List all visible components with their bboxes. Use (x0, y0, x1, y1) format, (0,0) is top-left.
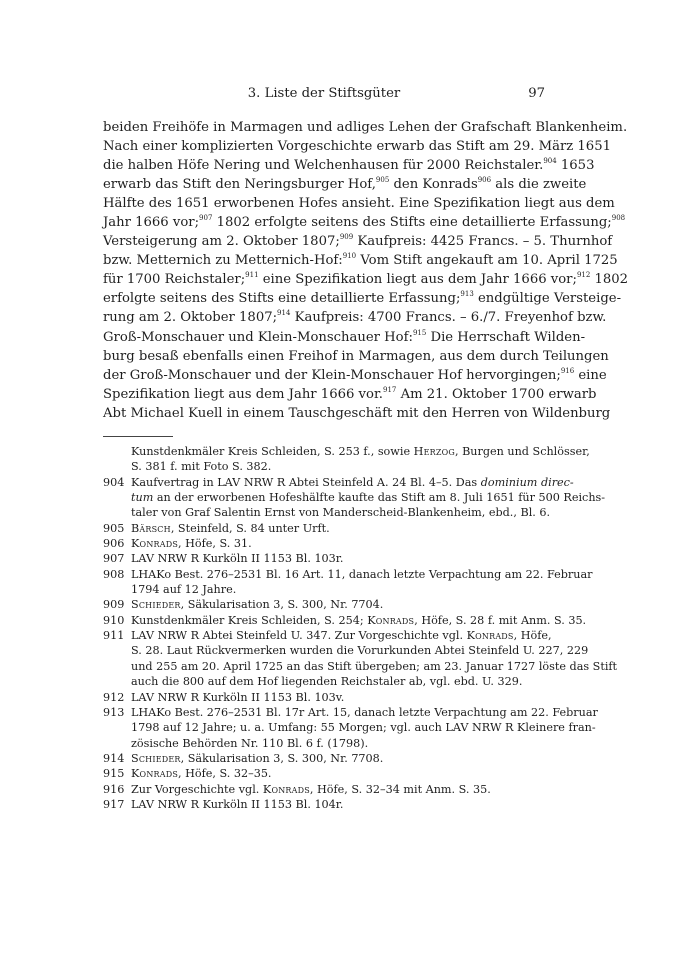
footnote-line (131, 736, 545, 751)
footnote-ref: 905 (375, 176, 390, 185)
text-run: LAV NRW R Kurköln II 1153 Bl. 103r. (131, 552, 344, 566)
text-run: , Höfe, S. 28 f. mit Anm. S. 35. (414, 613, 587, 627)
text-run: LAV NRW R Kurköln II 1153 Bl. 104r. (131, 797, 344, 811)
footnote-number: 913 (103, 705, 125, 719)
footnote-number: 908 (103, 567, 125, 581)
footnote-number: 905 (103, 521, 125, 535)
text-run: Bärsch (131, 521, 171, 535)
body-line (103, 137, 611, 156)
text-run: 1794 auf 12 Jahre. (131, 583, 237, 597)
footnote-line (131, 536, 545, 551)
footnote-ref: 913 (460, 290, 474, 299)
text-run: Groß-Monschauer und Klein-Monschauer Hof: (103, 329, 413, 345)
body-line (103, 366, 607, 385)
text-run: erwarb das Stift den Neringsburger Hof, (103, 177, 376, 193)
footnotes (103, 444, 618, 812)
text-run: , Höfe, S. 31. (178, 537, 252, 551)
footnote-line (131, 720, 596, 735)
body-text (103, 118, 629, 423)
text-run: dominium direc- (480, 475, 574, 489)
footnote-ref: 912 (576, 271, 591, 280)
body-line (103, 118, 628, 137)
footnote-number: 910 (103, 613, 125, 627)
footnote-line (131, 567, 593, 582)
text-run: und 255 am 20. April 1725 an das Stift übergeben; am 23. Januar 1727 löste das Stift (131, 659, 618, 673)
text-run: burg besaß ebenfalls einen Freihof in Marmagen, aus dem durch Teilungen (103, 348, 609, 364)
text-run: LHAKo Best. 276–2531 Bl. 16 Art. 11, danach letzte Verpachtung am 22. Februar (131, 567, 593, 581)
footnote (103, 690, 545, 705)
text-run: Nach einer komplizierten Vorgeschichte erwarb das Stift am 29. März 1651 (103, 139, 611, 155)
text-run: eine (574, 367, 607, 383)
footnote-line (131, 475, 574, 490)
text-run: Konrads (262, 782, 310, 796)
page-header (103, 83, 545, 105)
text-run: an der erworbenen Hofeshälfte kaufte das Stift am 8. Juli 1651 für 500 Reichs- (153, 491, 606, 505)
footnote (103, 551, 545, 566)
footnote-number: 912 (103, 690, 125, 704)
text-run: Die Herrschaft Wilden- (426, 329, 586, 345)
text-run: Konrads (466, 629, 514, 643)
text-run: endgültige Versteige- (473, 291, 622, 307)
text-run: zösische Behörden Nr. 110 Bl. 6 f. (1798). (131, 736, 369, 750)
text-run: den Konrads (389, 177, 478, 193)
footnote-line (131, 751, 545, 766)
footnote-separator (103, 436, 173, 437)
footnote (103, 705, 598, 751)
text-run: Kaufvertrag in LAV NRW R Abtei Steinfeld A. 24 Bl. 4–5. Das (131, 475, 481, 489)
footnote-line (131, 505, 551, 520)
footnote-line (131, 551, 545, 566)
footnote-line (131, 659, 618, 674)
body-line (103, 328, 586, 347)
footnote-ref: 908 (611, 214, 626, 223)
text-run: Schieder (131, 598, 181, 612)
text-run: , Höfe, (513, 629, 552, 643)
text-run: Herzog (413, 445, 455, 458)
footnote (103, 797, 545, 812)
text-run: Schieder (131, 751, 181, 765)
text-run: tum (131, 491, 154, 505)
body-line (103, 156, 595, 175)
footnote-ref: 910 (342, 252, 357, 261)
footnote-number: 909 (103, 598, 125, 612)
footnote-number: 916 (103, 782, 125, 796)
footnote-line (131, 674, 545, 689)
footnote-ref: 904 (543, 157, 557, 166)
footnote (103, 521, 545, 536)
footnote (103, 567, 593, 598)
text-run: Kaufpreis: 4425 Francs. – 5. Thurnhof (353, 234, 613, 250)
footnote-line (131, 782, 545, 797)
text-run: , Höfe, S. 32–34 mit Anm. S. 35. (309, 782, 491, 796)
footnote-number: 914 (103, 751, 125, 765)
footnote-line (131, 705, 598, 720)
text-run: beiden Freihöfe in Marmagen und adliges Lehen der Grafschaft Blankenheim. (103, 120, 628, 135)
footnote-line (131, 490, 606, 505)
footnote (103, 475, 606, 521)
footnote (103, 766, 545, 781)
footnote (103, 444, 590, 475)
footnote-line (131, 459, 545, 474)
text-run: Kaufpreis: 4700 Francs. – 6./7. Freyenhof bzw. (290, 310, 607, 326)
footnote-ref: 906 (477, 176, 492, 185)
text-run: rung am 2. Oktober 1807; (103, 310, 278, 326)
text-run: S. 28. Laut Rückvermerken wurden die Vorurkunden Abtei Steinfeld U. 227, 229 (131, 644, 589, 658)
text-run: Zur Vorgeschichte vgl. (131, 782, 263, 796)
body-line (103, 232, 613, 251)
text-run: als die zweite (491, 177, 587, 193)
footnote-number: 915 (103, 767, 125, 781)
footnote-ref: 916 (560, 366, 575, 375)
footnote-line (131, 444, 590, 459)
text-run: Kunstdenkmäler Kreis Schleiden, S. 254; (131, 613, 368, 627)
footnote-ref: 909 (339, 233, 354, 242)
body-line (103, 385, 597, 404)
running-head: 3. Liste der Stiftsgüter (247, 86, 401, 101)
body-line (103, 404, 611, 423)
footnote-line (131, 797, 545, 812)
text-run: , Höfe, S. 32–35. (178, 767, 272, 781)
footnote (103, 536, 545, 551)
text-run: 1653 (556, 158, 595, 174)
text-run: 1802 (590, 272, 629, 288)
body-line (103, 347, 609, 366)
footnote-line (131, 597, 545, 612)
footnote (103, 613, 587, 628)
footnote (103, 751, 545, 766)
text-run: LAV NRW R Abtei Steinfeld U. 347. Zur Vorgeschichte vgl. (131, 629, 467, 643)
text-run: S. 381 f. mit Foto S. 382. (131, 460, 272, 474)
text-run: Konrads (367, 613, 415, 627)
text-run: bzw. Metternich zu Metternich-Hof: (103, 253, 343, 269)
text-run: Hälfte des 1651 erworbenen Hofes ansieht. Eine Spezifikation liegt aus dem (103, 196, 615, 212)
footnote-number: 904 (103, 475, 125, 489)
text-run: für 1700 Reichstaler; (103, 272, 246, 288)
body-line (103, 251, 618, 270)
footnote (103, 597, 545, 612)
footnote-number: 917 (103, 797, 125, 811)
text-run: Konrads (131, 767, 179, 781)
footnote-line (131, 628, 552, 643)
footnote-ref: 911 (245, 271, 259, 280)
text-run: Abt Michael Kuell in einem Tauschgeschäft mit den Herren von Wildenburg (103, 405, 611, 421)
text-run: LAV NRW R Kurköln II 1153 Bl. 103v. (131, 690, 345, 704)
footnote-ref: 907 (199, 214, 213, 223)
footnote-line (131, 643, 589, 658)
text-run: auch die 800 auf dem Hof liegenden Reichstaler ab, vgl. ebd. U. 329. (131, 675, 523, 689)
text-run: der Groß-Monschauer und der Klein-Monschauer Hof hervorgingen; (103, 367, 561, 383)
page-number: 97 (528, 86, 545, 101)
body-line (103, 270, 629, 289)
text-run: , Burgen und Schlösser, (454, 445, 590, 458)
footnote-number: 907 (103, 552, 125, 566)
text-run: Spezifikation liegt aus dem Jahr 1666 vor. (103, 386, 383, 402)
body-line (103, 289, 622, 308)
text-run: , Säkularisation 3, S. 300, Nr. 7704. (180, 598, 384, 612)
footnote-number: 906 (103, 537, 125, 551)
text-run: Konrads (131, 537, 179, 551)
footnote-number: 911 (103, 629, 125, 643)
footnote-line (131, 613, 587, 628)
text-run: eine Spezifikation liegt aus dem Jahr 1666 vor; (258, 272, 577, 288)
text-run: 1802 erfolgte seitens des Stifts eine detaillierte Erfassung; (212, 215, 612, 231)
text-run: , Säkularisation 3, S. 300, Nr. 7708. (180, 751, 384, 765)
footnote-line (131, 582, 545, 597)
footnote-ref: 917 (383, 385, 397, 394)
text-run: Am 21. Oktober 1700 erwarb (396, 386, 597, 402)
body-line (103, 308, 607, 327)
body-line (103, 213, 626, 232)
text-run: 1798 auf 12 Jahre; u. a. Umfang: 55 Morgen; vgl. auch LAV NRW R Kleinere fran- (131, 721, 596, 735)
footnote-ref: 915 (412, 328, 427, 337)
footnote-line (131, 766, 545, 781)
body-line (103, 194, 615, 213)
footnote (103, 782, 545, 797)
text-run: erfolgte seitens des Stifts eine detaillierte Erfassung; (103, 291, 461, 307)
text-run: taler von Graf Salentin Ernst von Manderscheid-Blankenheim, ebd., Bl. 6. (131, 506, 551, 520)
footnote (103, 628, 618, 689)
text-run: Kunstdenkmäler Kreis Schleiden, S. 253 f., sowie (131, 445, 414, 458)
text-run: Versteigerung am 2. Oktober 1807; (103, 234, 340, 250)
body-line (103, 175, 587, 194)
text-run: Vom Stift angekauft am 10. April 1725 (356, 253, 618, 269)
text-run: die halben Höfe Nering und Welchenhausen für 2000 Reichstaler. (103, 158, 544, 174)
text-run: , Steinfeld, S. 84 unter Urft. (170, 521, 330, 535)
text-run: LHAKo Best. 276–2531 Bl. 17r Art. 15, danach letzte Verpachtung am 22. Februar (131, 705, 598, 719)
footnote-ref: 914 (277, 309, 291, 318)
text-run: Jahr 1666 vor; (103, 215, 200, 231)
footnote-line (131, 690, 545, 705)
footnote-line (131, 521, 545, 536)
